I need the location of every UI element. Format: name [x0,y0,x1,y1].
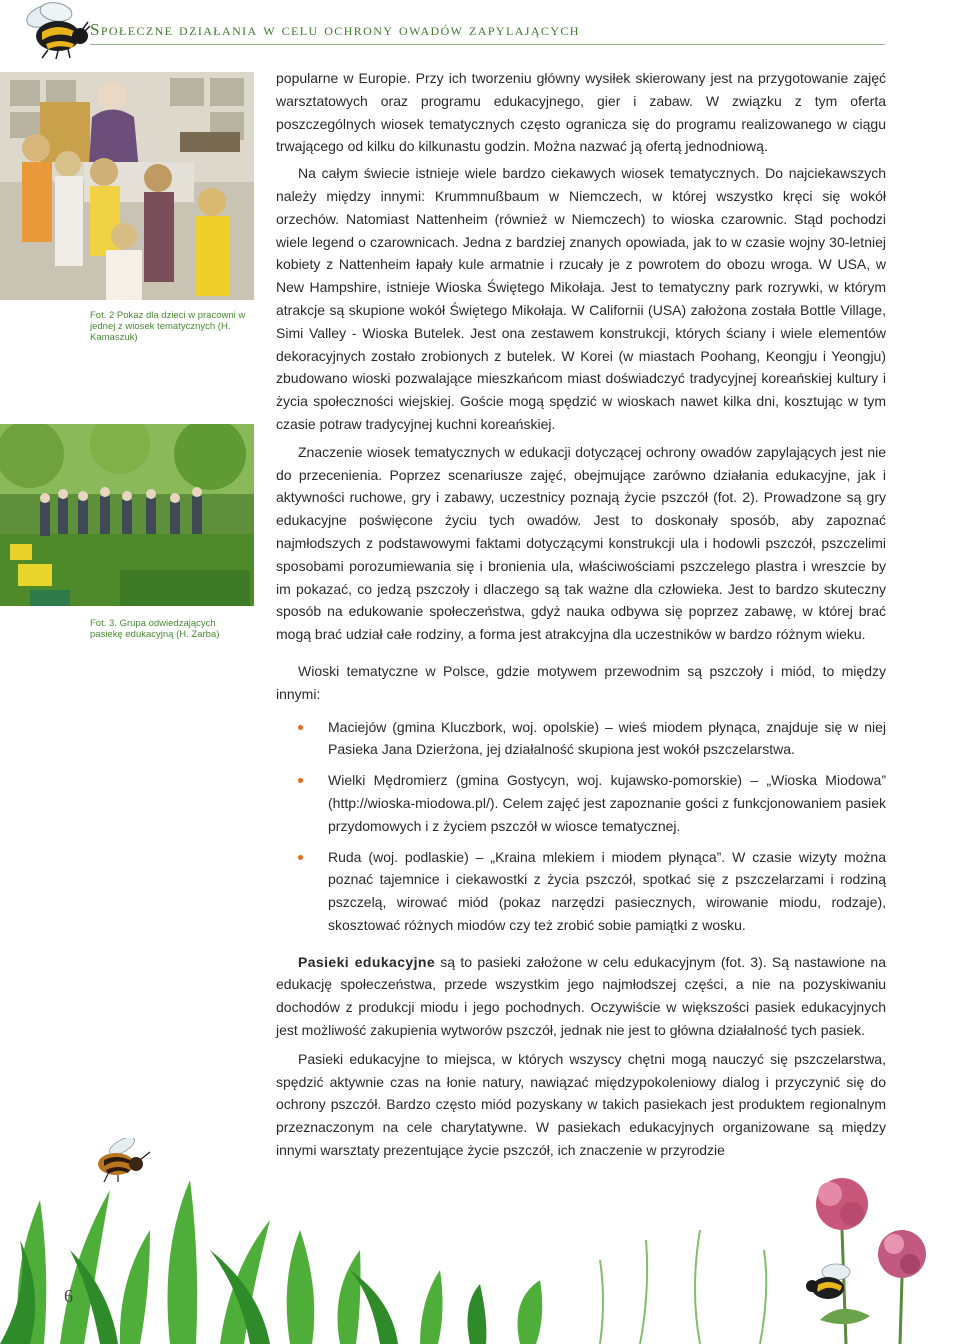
paragraph: Znaczenie wiosek tematycznych w edukacji dotyczącej ochrony owadów zapylających jest nie do przecenienia. Poprzez scenariusze zajęć, obejmujące zarówno działania edukacyjne, jak i aktywności ruchowe, gry i zabawy, uczestnicy poznają życie pszczół (fot. 2). Prowadzone są gry edukacyjne poświęcone życiu tych owadów. Jest to doskonały sposób, aby zapoznać najmłodszych z podstawowymi faktami dotyczącymi konstrukcji ula i hodowli pszczół, pszczelimi sposobami porozumiewania się i bronienia ula, właściwościami pszczelego plastra i wreszcie by im pokazać, co jedzą pszczoły i dlaczego są tak ważne dla człowieka. Jest to bardzo skuteczny sposób na edukowanie społeczeństwa, gdyż nauka odbywa się poprzez zabawę, w której brać mogą brać udział całe rodziny, a forma jest atrakcyjna dla uczestników w bardzo różnym wieku. [276,443,886,643]
list-item [276,716,886,762]
village-list [276,716,886,937]
bee-icon [22,2,92,60]
bee-icon [92,1138,154,1182]
list-item-text: Ruda (woj. podlaskie) – „Kraina mlekiem i miodem płynąca”. W czasie wizyty można poznać tajemnice i ciekawostki z życia pszczół, spotkać się z pszczelarzami i rodziną pszczelą, wirować miód (pokaz narzędzi pasiecznych, wirowanie miodu, rodzaje), skosztować różnych miodów czy też zrobić sobie pamiątki z wosku. [328,848,886,933]
bullet-icon [298,855,303,860]
running-header [90,14,890,44]
header-title: Społeczne działania w celu ochrony owadów zapylających [90,20,580,39]
paragraph: Na całym świecie istnieje wiele bardzo ciekawych wiosek tematycznych. Do najciekawszych należy między innymi: Krummnußbaum w Niemczech, w której wszystko kręci się wokół orzechów. Natomiast Nattenheim (również w Niemczech) to wioska czarownic. Stąd pochodzi wiele legend o czarownicach. Jedna z bardziej znanych opowiada, jak to w czasie wojny 30-letniej kobiety z Nattenheim łapały kule armatnie i rzucały je z powrotem do obozu wroga. W USA, w New Hampshire, istnieje Wioska Świętego Mikołaja. Jest to tematyczny park rozrywki, w którym atrakcje są skupione wokół Świętego Mikołaja. W Californii (USA) założona została Bottle Village, Simi Valley - Wioska Butelek. Jest ona zestawem konstrukcji, których ściany i wiele elementów dekoracyjnych zostało zrobionych z butelek. W Korei (w miastach Poohang, Keongju i Yeongju) zbudowano wioski pozwalające mieszkańcom miast doświadczyć tradycyjnej koreańskiej kultury i życia społeczności wiejskiej. Goście mogą spędzić w wioskach nawet kilka dni, kosztując w tym czasie potraw tradycyjnej kuchni koreańskiej. [276,165,886,432]
paragraph: Pasieki edukacyjne to miejsca, w których wszyscy chętni mogą nauczyć się pszczelarstwa, spędzić aktywnie czas na łonie natury, nawiązać międzypokoleniowy dialog i przyczynić się do ochrony pszczół. Bardzo często miód pozyskany w takich pasiekach jest produktem regionalnym przeznaczonym na cele charytatywne. W pasiekach edukacyjnych organizowane są między innymi warsztaty prezentujące życie pszczół, ich znaczenie w przyrodzie [276,1050,886,1159]
paragraph: popularne w Europie. Przy ich tworzeniu główny wysiłek skierowany jest na przygotowanie zajęć warsztatowych oraz programu edukacyjnego, gier i zabaw. W związku z tym oferta poszczególnych wiosek tematycznych często ogranicza się do programu realizowanego w ciągu trwającego od kilku do kilkunastu godzin. Można nazwać ją ofertą jednodniową. [276,70,886,155]
photo-caption: Fot. 2 Pokaz dla dzieci w pracowni w jednej z wiosek tematycznych (H. Kamaszuk) [90,310,246,343]
paragraph-text: są to pasieki założone w celu edukacyjnym (fot. 3). Są nastawione na edukację społeczeństwa, przede wszystkim jego najmłodszej części, a nie na pozyskiwaniu dochodów z produkcji miodu i jego pochodnych. Oczywiście w większości pasiek edukacyjnych jest możliwość zakupienia wytworów pszczół, jednak nie jest to główna działalność tych pasiek. [276,953,886,1039]
article-body [276,67,886,1162]
list-item [276,769,886,837]
list-item-text: Maciejów (gmina Kluczbork, woj. opolskie) – wieś miodem płynąca, znajduje się w niej Pasieka Jana Dzierżona, jej działalność skupiona jest wokół pszczelarstwa. [328,718,886,758]
list-item [276,846,886,937]
list-item-text: Wielki Mędromierz (gmina Gostycyn, woj. kujawsko-pomorskie) – „Wioska Miodowa” (http://wioska-miodowa.pl/). Celem zajęć jest zapoznanie gości z funkcjonowaniem pasiek przydomowych i z życiem pszczół w wiosce tematycznej. [328,772,886,834]
bold-term: Pasieki edukacyjne [298,953,436,970]
paragraph: Wioski tematyczne w Polsce, gdzie motywem przewodnim są pszczoły i miód, to między innymi: [276,662,886,702]
photo-apiary-visitors [0,424,254,606]
bullet-icon [298,725,303,730]
photo-children-workshop [0,72,254,300]
bullet-icon [298,778,303,783]
header-divider [90,44,885,45]
paragraph [276,951,886,1042]
page-number: 6 [64,1286,73,1306]
photo-caption: Fot. 3. Grupa odwiedzających pasiekę edukacyjną (H. Zarba) [90,618,220,640]
